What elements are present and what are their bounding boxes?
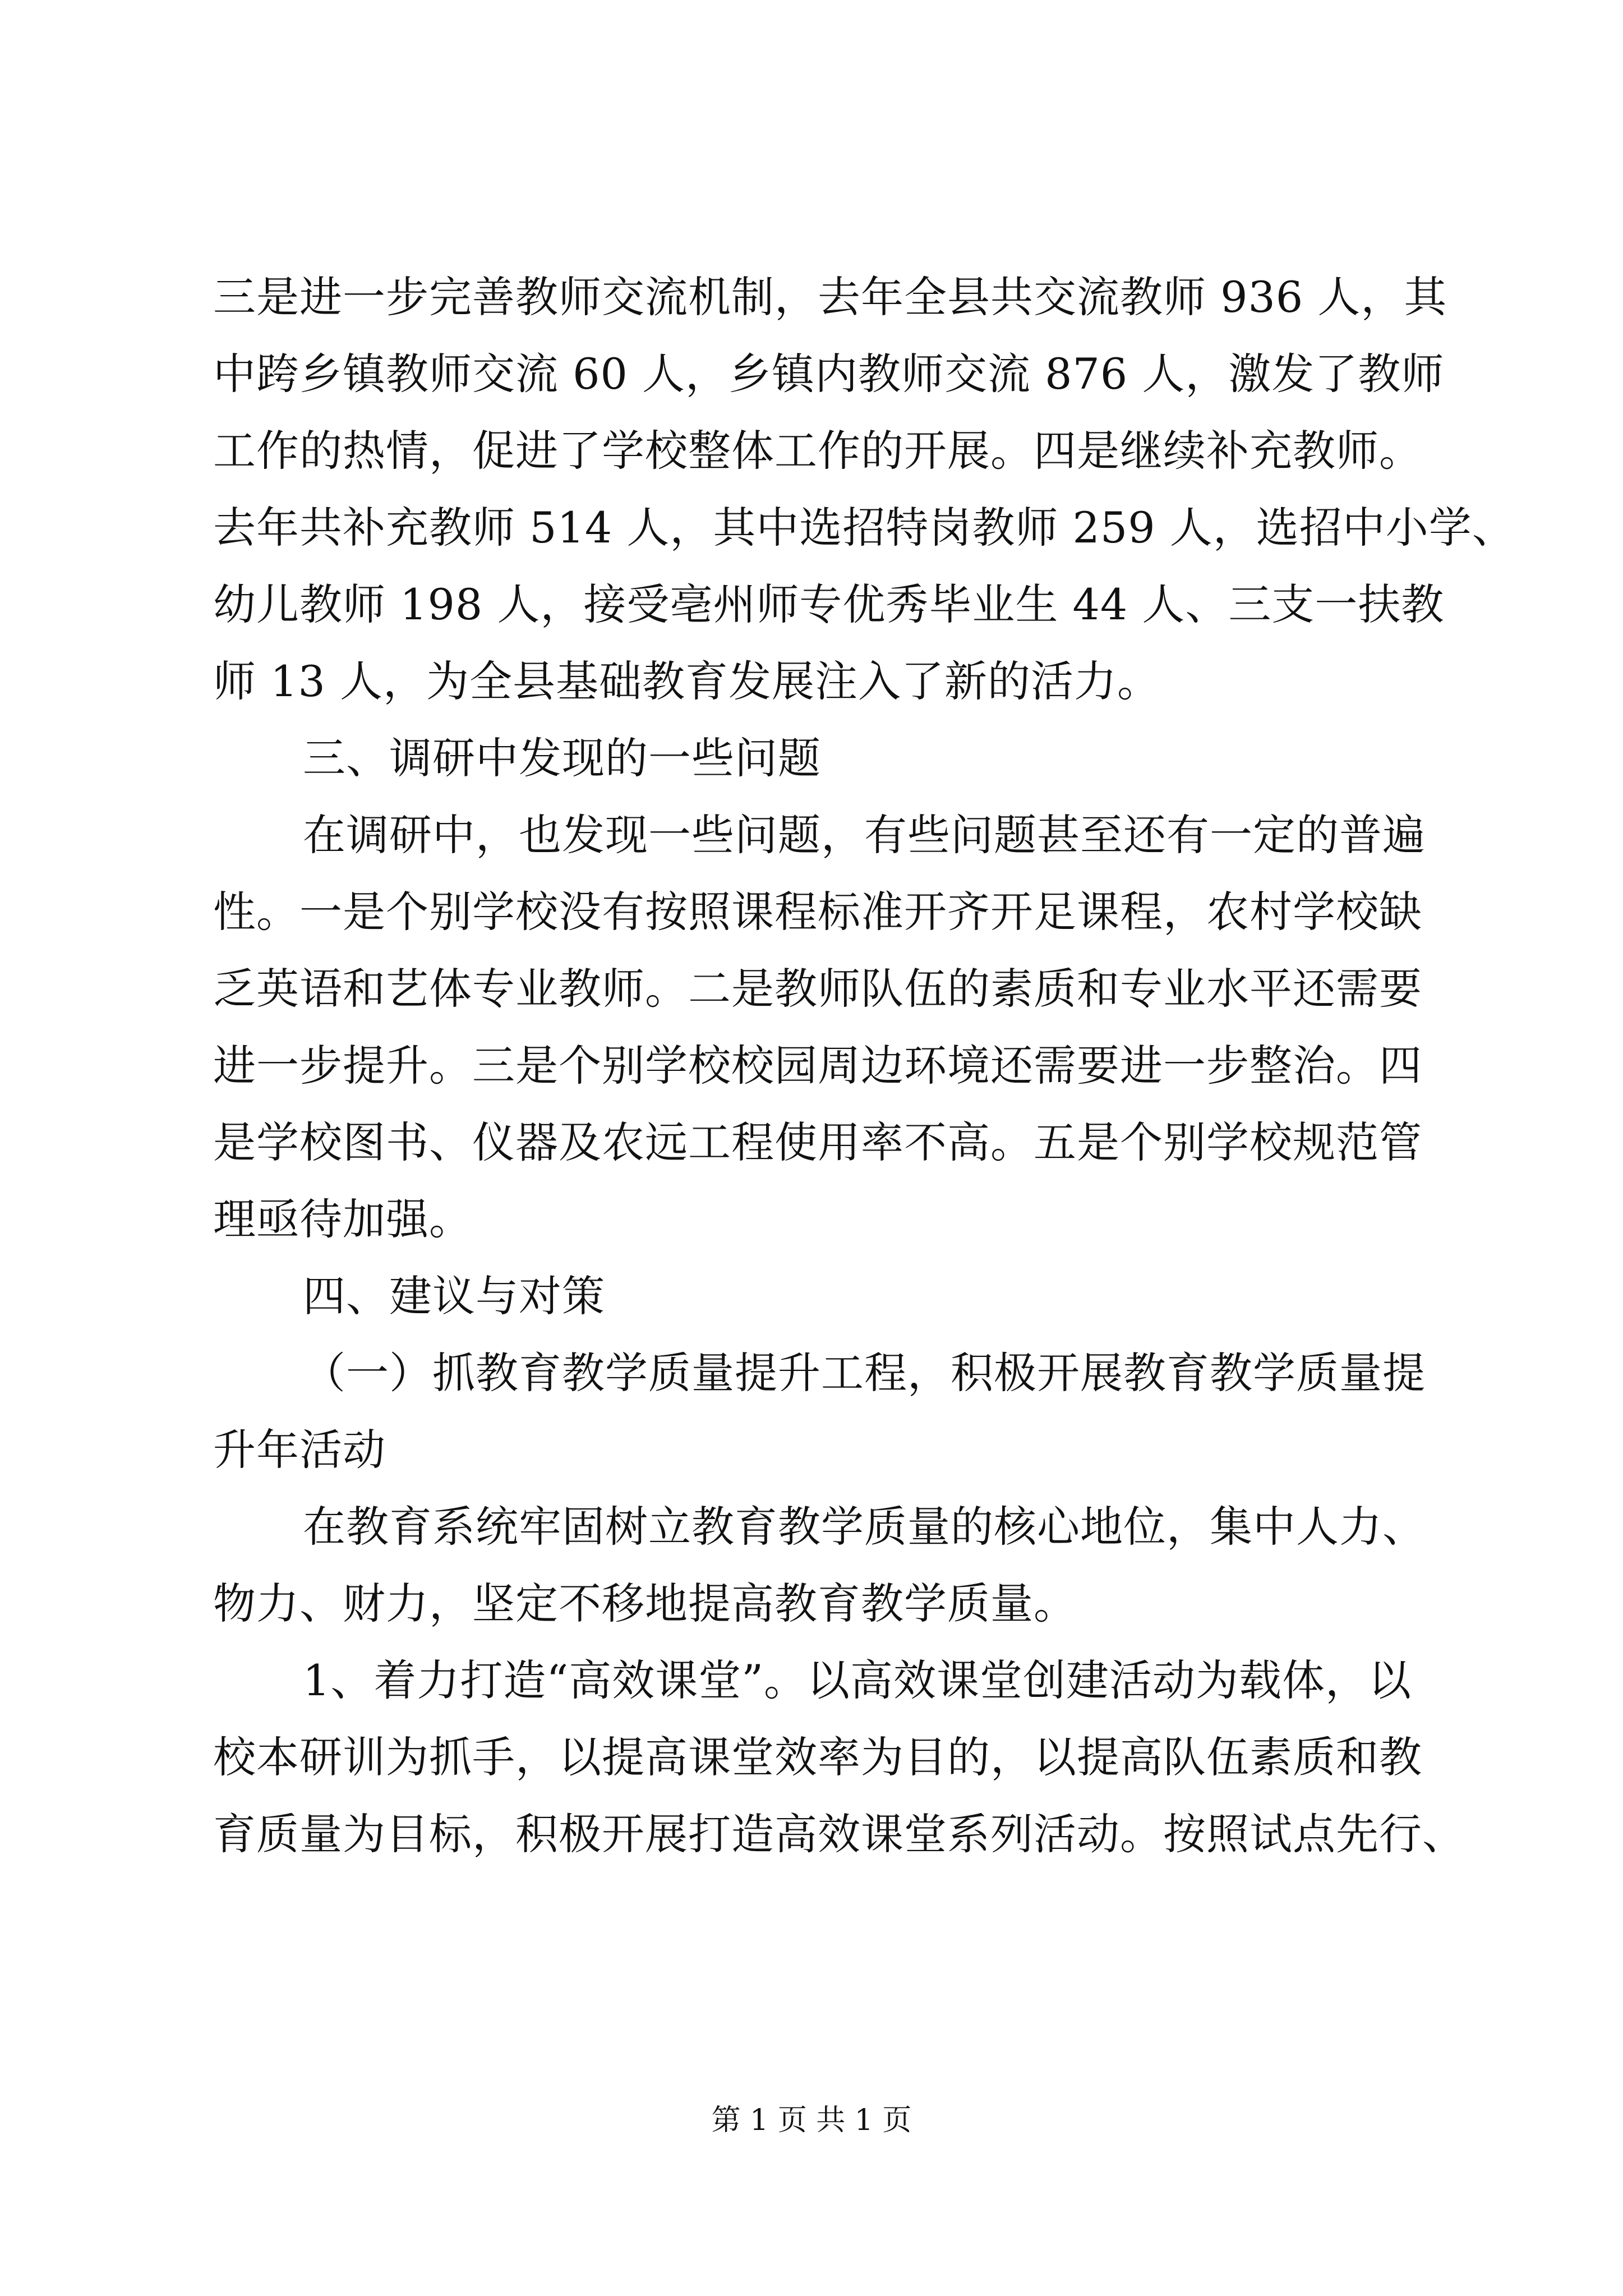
section-heading: 四、建议与对策 [303,1271,605,1321]
text-line: 在调研中，也发现一些问题，有些问题甚至还有一定的普遍 [303,810,1426,860]
text-line: 在教育系统牢固树立教育教学质量的核心地位，集中人力、 [303,1502,1426,1552]
text-line: 去年共补充教师 514 人，其中选招特岗教师 259 人，选招中小学、 [213,503,1515,553]
text-line: 物力、财力，坚定不移地提高教育教学质量。 [213,1579,1077,1628]
text-line: 中跨乡镇教师交流 60 人，乡镇内教师交流 876 人，激发了教师 [213,349,1445,399]
text-line: 是学校图书、仪器及农远工程使用率不高。五是个别学校规范管 [213,1117,1422,1167]
text-line: 工作的热情，促进了学校整体工作的开展。四是继续补充教师。 [213,426,1422,476]
text-line: 性。一是个别学校没有按照课程标准开齐开足课程，农村学校缺 [213,887,1422,937]
page-number-footer: 第 1 页 共 1 页 [711,2104,912,2137]
text-line: 进一步提升。三是个别学校校园周边环境还需要进一步整治。四 [213,1041,1422,1091]
text-line: 乏英语和艺体专业教师。二是教师队伍的素质和专业水平还需要 [213,964,1422,1014]
subsection-heading-continued: 升年活动 [213,1425,386,1475]
subsection-heading: （一）抓教育教学质量提升工程，积极开展教育教学质量提 [303,1348,1426,1398]
text-line: 校本研训为抓手，以提高课堂效率为目的，以提高队伍素质和教 [213,1732,1422,1782]
text-line: 育质量为目标，积极开展打造高效课堂系列活动。按照试点先行、 [213,1809,1465,1859]
text-line: 师 13 人，为全县基础教育发展注入了新的活力。 [213,656,1161,706]
text-line: 理亟待加强。 [213,1194,472,1244]
text-line: 1、着力打造“高效课堂”。以高效课堂创建活动为载体，以 [303,1655,1412,1705]
text-line: 三是进一步完善教师交流机制，去年全县共交流教师 936 人，其 [213,272,1447,322]
text-line: 幼儿教师 198 人，接受亳州师专优秀毕业生 44 人、三支一扶教 [213,579,1445,629]
section-heading: 三、调研中发现的一些问题 [303,733,821,783]
